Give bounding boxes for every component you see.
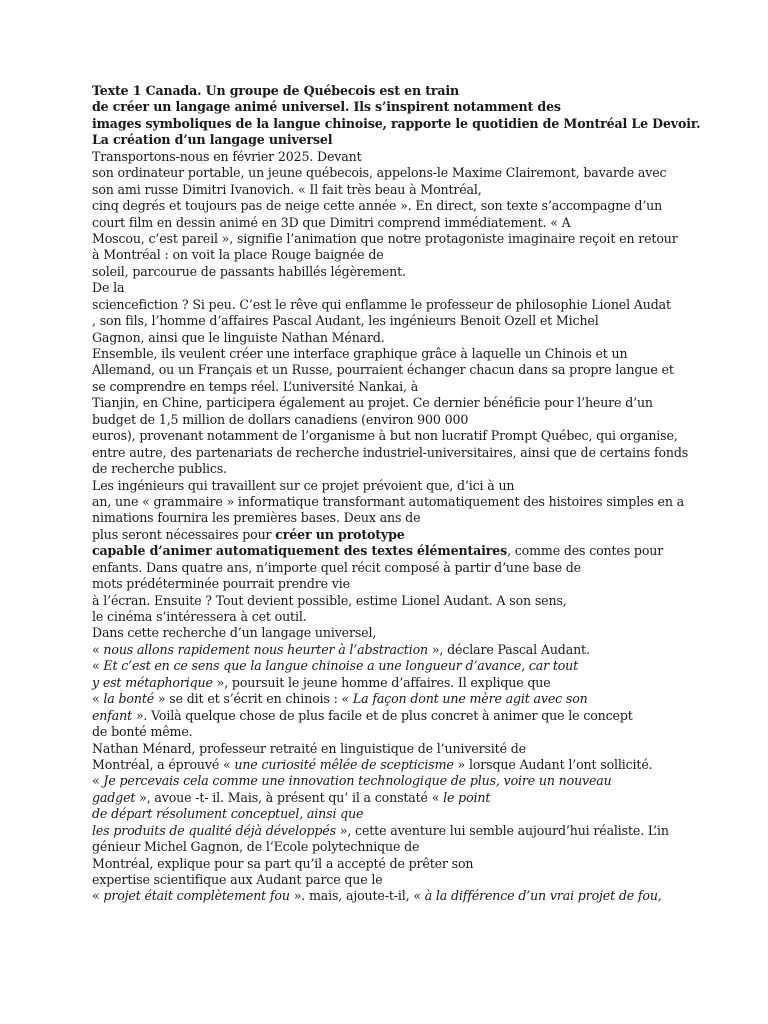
body-text-line (92, 412, 692, 428)
headline-line: images symboliques de la langue chinoise, rapporte le quotidien de Montréal Le Devoir. (92, 115, 701, 131)
text-run: De la (92, 280, 125, 296)
text-run: « (92, 888, 104, 904)
headline-line: Texte 1 Canada. Un groupe de Québecois est en train (92, 83, 460, 98)
text-run: à l’écran. Ensuite ? Tout devient possible, estime Lionel Audant. A son sens, (92, 592, 567, 608)
text-run: sciencefiction ? Si peu. C’est le rêve qui enflamme le professeur de philosophie Lionel Audat (92, 296, 671, 312)
italic-quote: gadget (92, 789, 136, 805)
text-run: Tianjin, en Chine, participera également au projet. Ce dernier bénéficie pour l’heure d’un (92, 395, 653, 411)
text-run: Dans cette recherche d’un langage universel, (92, 625, 377, 641)
body-text-line (92, 445, 692, 461)
text-run: son ordinateur portable, un jeune québecois, appelons-le Maxime Clairemont, bavarde avec (92, 165, 667, 181)
italic-quote: de départ résolument conceptuel, ainsi que (92, 806, 364, 822)
body-text-line (92, 741, 692, 757)
article-headline (92, 83, 701, 149)
text-run: génieur Michel Gagnon, de l’Ecole polytechnique de (92, 839, 420, 855)
italic-quote: les produits de qualité déjà développés (92, 822, 336, 838)
text-run: » lorsque Audant l’ont sollicité. (453, 756, 653, 772)
body-text-line (92, 839, 692, 855)
text-run: « (92, 658, 104, 674)
text-run: plus seront nécessaires pour (92, 526, 276, 542)
body-text-line (92, 264, 692, 280)
body-text-line (92, 297, 692, 313)
text-run: entre autre, des partenariats de recherche industriel-universitaires, ainsi que de certains fonds (92, 444, 689, 460)
body-text-line (92, 478, 692, 494)
body-text-line (92, 872, 692, 888)
body-text-line (92, 576, 692, 592)
text-run: », déclare Pascal Audant. (427, 641, 590, 657)
body-text-line (92, 543, 692, 559)
text-run: son ami russe Dimitri Ivanovich. « Il fait très beau à Montréal, (92, 181, 482, 197)
text-run: » se dit et s’écrit en chinois : (154, 691, 342, 707)
text-run: , comme des contes pour (507, 543, 664, 559)
text-run: Gagnon, ainsi que le linguiste Nathan Ménard. (92, 329, 385, 345)
body-text-line (92, 790, 692, 806)
body-text-line (92, 215, 692, 231)
text-run: expertise scientifique aux Audant parce que le (92, 872, 383, 887)
text-run: Transportons-nous en février 2025. Devant (92, 148, 362, 164)
italic-quote: Et c’est en ce sens que la langue chinoise a une longueur d’avance, car tout (103, 658, 579, 674)
text-run: Voilà quelque chose de plus facile et de plus concret à animer que le concept (147, 707, 633, 723)
text-run: de bonté même. (92, 724, 193, 740)
italic-quote: le point (443, 789, 491, 805)
body-text-line (92, 379, 692, 395)
text-run: », cette aventure lui semble aujourd’hui réaliste. L’in (335, 822, 669, 838)
article-body (92, 149, 692, 905)
body-text-line (92, 428, 692, 444)
body-text-line (92, 658, 692, 674)
text-run: budget de 1,5 million de dollars canadiens (environ 900 000 (92, 411, 469, 427)
text-run: », avoue -t- il. Mais, à présent qu’ il a constaté « (135, 789, 444, 805)
body-text-line (92, 609, 692, 625)
text-run: nimations fournira les premières bases. Deux ans de (92, 510, 421, 526)
text-run: enfants. Dans quatre ans, n’importe quel récit composé à partir d’une base de (92, 559, 581, 575)
text-run: Montréal, a éprouvé « (92, 756, 235, 772)
body-text-line (92, 346, 692, 362)
italic-quote: projet était complètement fou (103, 888, 290, 904)
body-text-line (92, 625, 692, 641)
text-run: », poursuit le jeune homme d’affaires. Il explique que (212, 674, 551, 690)
body-text-line (92, 806, 692, 822)
body-text-line (92, 888, 692, 904)
body-text-line (92, 149, 692, 165)
body-text-line (92, 313, 692, 329)
body-text-line (92, 165, 692, 181)
text-run: mots prédéterminée pourrait prendre vie (92, 576, 350, 592)
body-text-line (92, 330, 692, 346)
body-text-line (92, 280, 692, 296)
text-run: se comprendre en temps réel. L’université Nankai, à (92, 378, 419, 394)
text-run: « (92, 773, 104, 789)
text-run: « (92, 691, 104, 707)
italic-quote: « La façon dont une mère agit avec son (341, 691, 588, 707)
text-run: ». mais, ajoute-t-il, (289, 888, 414, 904)
italic-quote: « à la différence d’un vrai projet de fou, (413, 888, 662, 904)
body-text-line (92, 708, 692, 724)
body-text-line (92, 182, 692, 198)
text-run: Ensemble, ils veulent créer une interface graphique grâce à laquelle un Chinois et un (92, 346, 628, 361)
text-run: « (92, 641, 104, 657)
body-text-line (92, 231, 692, 247)
body-text-line (92, 642, 692, 658)
text-run: Les ingénieurs qui travaillent sur ce projet prévoient que, d’ici à un (92, 477, 515, 493)
body-text-line (92, 461, 692, 477)
body-text-line (92, 395, 692, 411)
body-text-line (92, 856, 692, 872)
text-run: Montréal, explique pour sa part qu’il a accepté de prêter son (92, 855, 474, 871)
italic-quote: nous allons rapidement nous heurter à l’abstraction (103, 641, 428, 657)
text-run: Moscou, c’est pareil », signifie l’animation que notre protagoniste imaginaire reçoit en retour (92, 230, 678, 246)
section-subtitle: La création d’un langage universel (92, 132, 333, 148)
bold-text: capable d’animer automatiquement des textes élémentaires (92, 543, 508, 559)
body-text-line (92, 198, 692, 214)
italic-quote: Je percevais cela comme une innovation technologique de plus, voire un nouveau (103, 773, 612, 789)
text-run: à Montréal : on voit la place Rouge baignée de (92, 247, 384, 263)
italic-quote: la bonté (103, 691, 155, 707)
italic-quote: y est métaphorique (92, 674, 213, 690)
italic-quote: une curiosité mêlée de scepticisme (234, 756, 454, 772)
body-text-line (92, 510, 692, 526)
body-text-line (92, 247, 692, 263)
bold-text: créer un prototype (275, 526, 405, 542)
text-run: Nathan Ménard, professeur retraité en linguistique de l’université de (92, 740, 526, 756)
italic-quote: enfant ». (92, 707, 148, 723)
text-run: , son fils, l’homme d’affaires Pascal Audant, les ingénieurs Benoit Ozell et Michel (92, 313, 599, 329)
body-text-line (92, 675, 692, 691)
text-run: de recherche publics. (92, 461, 227, 477)
text-run: Allemand, ou un Français et un Russe, pourraient échanger chacun dans sa propre langue et (92, 362, 674, 378)
body-text-line (92, 773, 692, 789)
body-text-line (92, 724, 692, 740)
document-page (92, 83, 701, 905)
body-text-line (92, 362, 692, 378)
text-run: soleil, parcourue de passants habillés légèrement. (92, 263, 406, 279)
body-text-line (92, 560, 692, 576)
body-text-line (92, 691, 692, 707)
body-text-line (92, 494, 692, 510)
body-text-line (92, 527, 692, 543)
body-text-line (92, 593, 692, 609)
text-run: an, une « grammaire » informatique transformant automatiquement des histoires simples en a (92, 493, 685, 509)
text-run: euros), provenant notamment de l’organisme à but non lucratif Prompt Québec, qui organise, (92, 428, 678, 444)
text-run: cinq degrés et toujours pas de neige cette année ». En direct, son texte s’accompagne d’un (92, 198, 663, 214)
text-run: le cinéma s’intéressera à cet outil. (92, 609, 307, 624)
text-run: court film en dessin animé en 3D que Dimitri comprend immédiatement. « A (92, 214, 571, 230)
body-text-line (92, 757, 692, 773)
headline-line: de créer un langage animé universel. Ils s’inspirent notamment des (92, 99, 561, 115)
body-text-line (92, 823, 692, 839)
